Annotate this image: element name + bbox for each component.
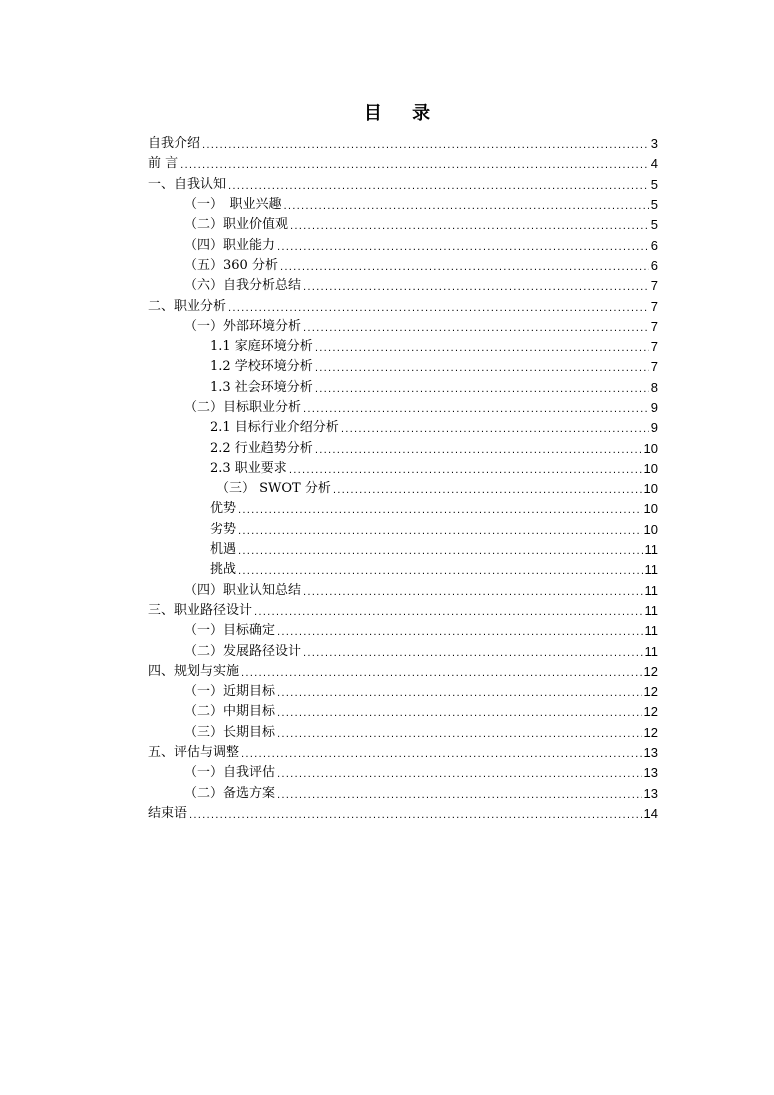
toc-dot-leader [180, 154, 649, 174]
toc-dot-leader [303, 398, 649, 418]
toc-entry-page-number: 9 [650, 400, 658, 415]
toc-dot-leader [289, 459, 642, 479]
toc-entry[interactable] [148, 641, 658, 661]
toc-entry-page-number: 13 [643, 745, 658, 761]
toc-entry-page-number: 5 [650, 176, 658, 192]
toc-entry[interactable] [148, 662, 658, 682]
toc-entry-label: （一）外部环境分析 [184, 318, 302, 334]
toc-entry[interactable] [148, 317, 658, 337]
toc-entry-page-number: 11 [644, 623, 658, 639]
toc-entry-page-number: 12 [643, 663, 658, 679]
toc-dot-leader [238, 560, 642, 580]
toc-entry[interactable] [148, 276, 658, 296]
toc-entry-page-number: 7 [650, 339, 658, 355]
toc-entry-label: 三、职业路径设计 [148, 602, 253, 618]
toc-dot-leader [280, 256, 649, 276]
toc-dot-leader [189, 804, 642, 824]
toc-entry[interactable] [148, 763, 658, 783]
toc-entry-label: （一）自我评估 [184, 765, 276, 781]
toc-entry[interactable] [148, 520, 658, 540]
toc-dot-leader [277, 723, 642, 743]
toc-entry-label: 挑战 [210, 562, 237, 578]
toc-entry-label: 2.2 行业趋势分析 [210, 440, 313, 456]
toc-entry-page-number: 9 [650, 420, 658, 436]
toc-dot-leader [277, 702, 642, 722]
toc-entry[interactable] [148, 175, 658, 195]
toc-entry[interactable] [148, 702, 658, 722]
toc-entry-label: 机遇 [210, 542, 237, 558]
toc-dot-leader [277, 621, 642, 641]
toc-entry-label: （四）职业能力 [184, 237, 276, 253]
toc-dot-leader [277, 763, 642, 783]
toc-entry-label: 2.1 目标行业介绍分析 [210, 420, 339, 436]
toc-entry-page-number: 5 [650, 197, 658, 213]
toc-entry[interactable] [148, 337, 658, 357]
toc-entry-label: （四）职业认知总结 [184, 582, 302, 598]
toc-dot-leader [315, 337, 649, 357]
toc-entry[interactable] [148, 540, 658, 560]
toc-entry-label: （二）备选方案 [184, 785, 276, 801]
toc-dot-leader [290, 215, 649, 235]
toc-entry[interactable] [148, 804, 658, 824]
toc-dot-leader [315, 378, 649, 398]
toc-entry-page-number: 12 [643, 684, 658, 700]
toc-entry[interactable] [148, 357, 658, 377]
toc-entry-page-number: 11 [644, 602, 658, 618]
toc-entry-page-number: 12 [643, 704, 658, 720]
toc-entry[interactable] [148, 479, 658, 499]
toc-entry-label: 二、职业分析 [148, 298, 227, 314]
toc-entry-page-number: 8 [650, 379, 658, 395]
toc-entry-label: （一）近期目标 [184, 684, 276, 700]
toc-entry-label: 1.2 学校环境分析 [210, 359, 313, 375]
toc-entry-label: 2.3 职业要求 [210, 460, 287, 476]
toc-entry-page-number: 3 [650, 136, 658, 152]
toc-entry[interactable] [148, 601, 658, 621]
toc-entry[interactable] [148, 682, 658, 702]
toc-entry-page-number: 10 [643, 460, 658, 476]
toc-entry[interactable] [148, 195, 658, 215]
toc-entry-page-number: 4 [650, 156, 658, 172]
toc-dot-leader [202, 134, 649, 154]
toc-dot-leader [238, 540, 642, 560]
toc-entry-label: 自我介绍 [148, 136, 201, 152]
toc-entry[interactable] [148, 438, 658, 458]
toc-dot-leader [303, 581, 642, 601]
toc-entry-label: （三） SWOT 分析 [216, 481, 331, 497]
toc-entry-page-number: 13 [643, 785, 658, 801]
toc-entry-page-number: 10 [643, 481, 658, 497]
toc-entry[interactable] [148, 459, 658, 479]
toc-entry-label: 劣势 [210, 521, 237, 537]
toc-entry-label: （六）自我分析总结 [184, 278, 302, 294]
toc-entry-label: 优势 [210, 501, 237, 517]
toc-entry-page-number: 7 [650, 359, 658, 375]
toc-entry-label: （二）职业价值观 [184, 217, 289, 233]
toc-dot-leader [284, 195, 649, 215]
toc-dot-leader [303, 276, 649, 296]
toc-entry-page-number: 10 [643, 501, 658, 517]
toc-entry-label: （一）目标确定 [184, 623, 276, 639]
toc-entry-page-number: 10 [643, 521, 658, 537]
toc-entry[interactable] [148, 560, 658, 580]
toc-entry-page-number: 7 [650, 298, 658, 314]
toc-entry-page-number: 13 [643, 765, 658, 781]
toc-entry-label: 前 言 [148, 156, 179, 172]
toc-entry-label: 1.1 家庭环境分析 [210, 339, 313, 355]
toc-dot-leader [341, 418, 649, 438]
toc-dot-leader [238, 499, 642, 519]
toc-entry-label: 一、自我认知 [148, 176, 227, 192]
toc-entry-label: 1.3 社会环境分析 [210, 379, 313, 395]
toc-entry[interactable] [148, 235, 658, 255]
toc-dot-leader [303, 317, 649, 337]
toc-entry[interactable] [148, 784, 658, 804]
toc-entry-label: 五、评估与调整 [148, 745, 240, 761]
toc-entry-label: （二）发展路径设计 [184, 643, 302, 659]
toc-dot-leader [277, 236, 649, 256]
toc-entry-label: 结束语 [148, 805, 188, 821]
toc-dot-leader [333, 479, 642, 499]
toc-entry-page-number: 11 [644, 562, 658, 578]
toc-entry-page-number: 7 [650, 318, 658, 334]
toc-dot-leader [277, 784, 642, 804]
toc-entry-label: （五）360 分析 [184, 257, 278, 273]
toc-dot-leader [241, 743, 642, 763]
toc-entry-page-number: 11 [644, 542, 658, 558]
toc-dot-leader [277, 682, 642, 702]
toc-entry-page-number: 5 [650, 217, 658, 233]
toc-entry[interactable] [148, 418, 658, 438]
toc-dot-leader [303, 642, 642, 662]
toc-entry-page-number: 7 [650, 278, 658, 294]
toc-entry-page-number: 6 [650, 237, 658, 253]
toc-entry-page-number: 6 [650, 257, 658, 273]
toc-entry[interactable] [148, 621, 658, 641]
toc-dot-leader [241, 662, 642, 682]
toc-entry[interactable] [148, 134, 658, 154]
toc-entry-page-number: 10 [643, 440, 658, 456]
toc-entry-page-number: 11 [644, 582, 658, 598]
toc-entry[interactable] [148, 743, 658, 763]
toc-dot-leader [238, 520, 642, 540]
toc-entry[interactable] [148, 581, 658, 601]
toc-entry[interactable] [148, 378, 658, 398]
toc-entry[interactable] [148, 215, 658, 235]
toc-entry-page-number: 12 [643, 724, 658, 740]
toc-entry[interactable] [148, 398, 658, 418]
toc-entry[interactable] [148, 723, 658, 743]
toc-entry-label: 四、规划与实施 [148, 663, 240, 679]
toc-dot-leader [315, 357, 649, 377]
toc-dot-leader [315, 439, 642, 459]
toc-entry[interactable] [148, 256, 658, 276]
toc-entry-page-number: 11 [644, 643, 658, 659]
toc-list [148, 134, 658, 824]
toc-entry-label: （三）长期目标 [184, 724, 276, 740]
toc-entry-page-number: 14 [643, 805, 658, 821]
toc-dot-leader [228, 297, 649, 317]
toc-dot-leader [228, 175, 649, 195]
toc-entry[interactable] [148, 154, 658, 174]
toc-dot-leader [254, 601, 642, 621]
toc-entry-label: （一） 职业兴趣 [184, 197, 282, 213]
toc-entry[interactable] [148, 296, 658, 316]
toc-entry-label: （二）中期目标 [184, 704, 276, 720]
toc-title: 目 录 [363, 103, 443, 124]
toc-entry-label: （二）目标职业分析 [184, 400, 302, 415]
toc-entry[interactable] [148, 499, 658, 519]
